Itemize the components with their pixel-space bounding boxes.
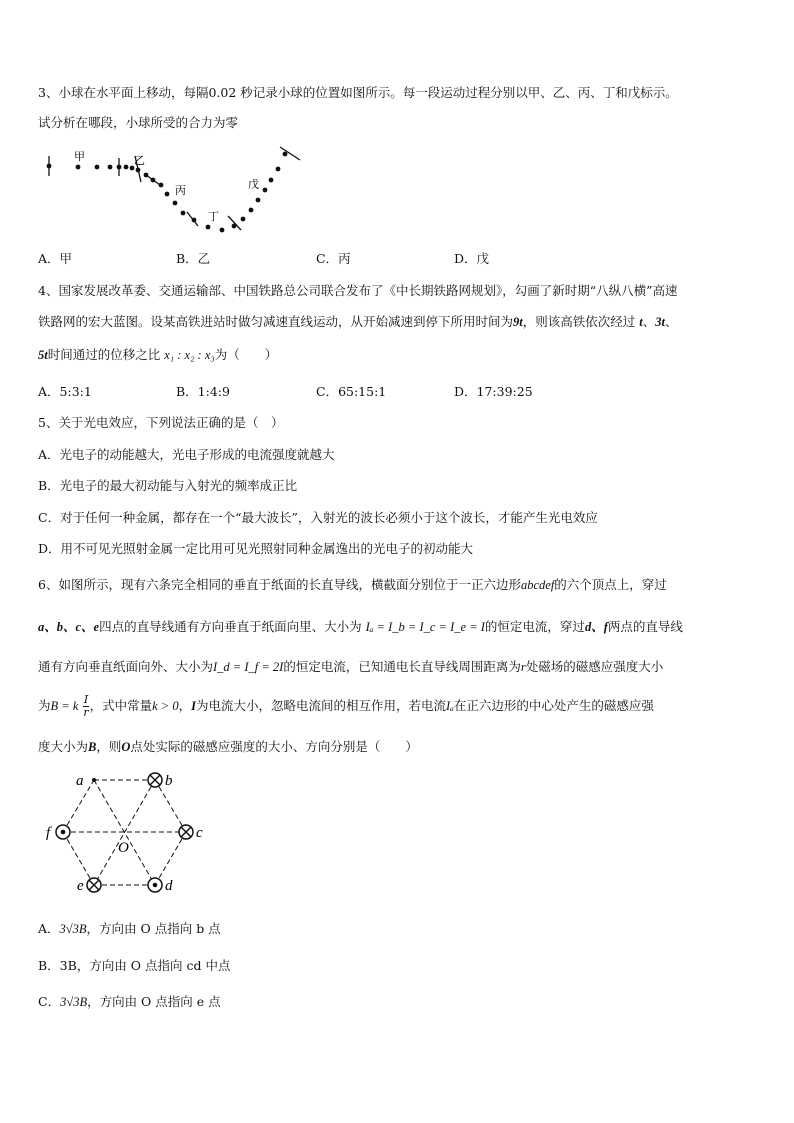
q4-stem-line3: 5t时间通过的位移之比 x₁ : x₂ : x₃为（ ） <box>38 347 278 362</box>
q4-option-b: B．1:4:9 <box>176 384 230 399</box>
q6-hexagon-figure <box>38 766 218 898</box>
q6-stem-line3: 通有方向垂直纸面向外、大小为I_d = I_f = 2I的恒定电流，已知通电长直导线周围距离为r处磁场的磁感应强度大小 <box>38 659 664 674</box>
q3-option-a: A．甲 <box>38 251 73 266</box>
q6-stem-line5: 度大小为B，则O点处实际的磁感应强度的大小、方向分别是（ ） <box>38 739 418 754</box>
q6-option-c: C．3√3B，方向由 O 点指向 e 点 <box>38 994 221 1009</box>
q3-trajectory-figure <box>38 142 318 242</box>
q6-option-b: B．3B，方向由 O 点指向 cd 中点 <box>38 958 231 973</box>
label-jia: 甲 <box>74 150 85 163</box>
q3-stem-line2: 试分析在哪段，小球所受的合力为零 <box>38 115 239 130</box>
q4-option-a: A．5:3:1 <box>38 384 92 399</box>
q6-option-a: A．3√3B，方向由 O 点指向 b 点 <box>38 921 221 936</box>
q3-option-d: D．戊 <box>454 251 490 266</box>
q5-option-b: B．光电子的最大初动能与入射光的频率成正比 <box>38 478 298 493</box>
q5-option-a: A．光电子的动能越大，光电子形成的电流强度就越大 <box>38 447 335 462</box>
q5-option-d: D．用不可见光照射金属一定比用可见光照射同种金属逸出的光电子的初动能大 <box>38 541 474 556</box>
label-bing: 丙 <box>175 184 186 197</box>
vertex-b: b <box>165 773 173 789</box>
label-yi: 乙 <box>134 154 145 167</box>
center-o: O <box>118 840 129 856</box>
q6-stem-line4: 为B = k $\frac{I}{r}$ ，式中常量k > 0，I为电流大小，忽略电流间的相互作用，若电流Iₐ在正六边形的中心处产生的磁感应强 <box>38 693 654 719</box>
q3-option-c: C．丙 <box>316 251 351 266</box>
q6-stem-line2: a、b、c、e四点的直导线通有方向垂直于纸面向里、大小为 Iₐ = I_b = I_c = I_e = I的恒定电流，穿过d、f两点的直导线 <box>38 619 683 634</box>
q4-stem-line2: 铁路网的宏大蓝图。设某高铁进站时做匀减速直线运动，从开始减速到停下所用时间为9t，则该高铁依次经过 t、3t、 <box>38 314 678 329</box>
q6-stem-line1: 6、如图所示，现有六条完全相同的垂直于纸面的长直导线，横截面分别位于一正六边形abcdef的六个顶点上，穿过 <box>38 577 667 592</box>
vertex-e: e <box>77 878 84 894</box>
q4-option-c: C．65:15:1 <box>316 384 387 399</box>
q5-stem: 5、关于光电效应，下列说法正确的是（ ） <box>38 415 284 430</box>
label-wu: 戊 <box>248 178 259 191</box>
vertex-f: f <box>46 825 51 841</box>
q4-stem-line1: 4、国家发展改革委、交通运输部、中国铁路总公司联合发布了《中长期铁路网规划》，勾画了新时期“八纵八横”高速 <box>38 283 678 298</box>
vertex-a: a <box>76 773 84 789</box>
vertex-c: c <box>196 825 203 841</box>
vertex-d: d <box>165 878 173 894</box>
label-ding: 丁 <box>208 210 219 223</box>
q4-option-d: D．17:39:25 <box>454 384 533 399</box>
q5-option-c: C．对于任何一种金属，都存在一个“最大波长”，入射光的波长必须小于这个波长，才能产生光电效应 <box>38 510 598 525</box>
q3-stem-line1: 3、小球在水平面上移动，每隔0.02 秒记录小球的位置如图所示。每一段运动过程分别以甲、乙、丙、丁和戊标示。 <box>38 85 678 100</box>
q3-option-b: B．乙 <box>176 251 211 266</box>
